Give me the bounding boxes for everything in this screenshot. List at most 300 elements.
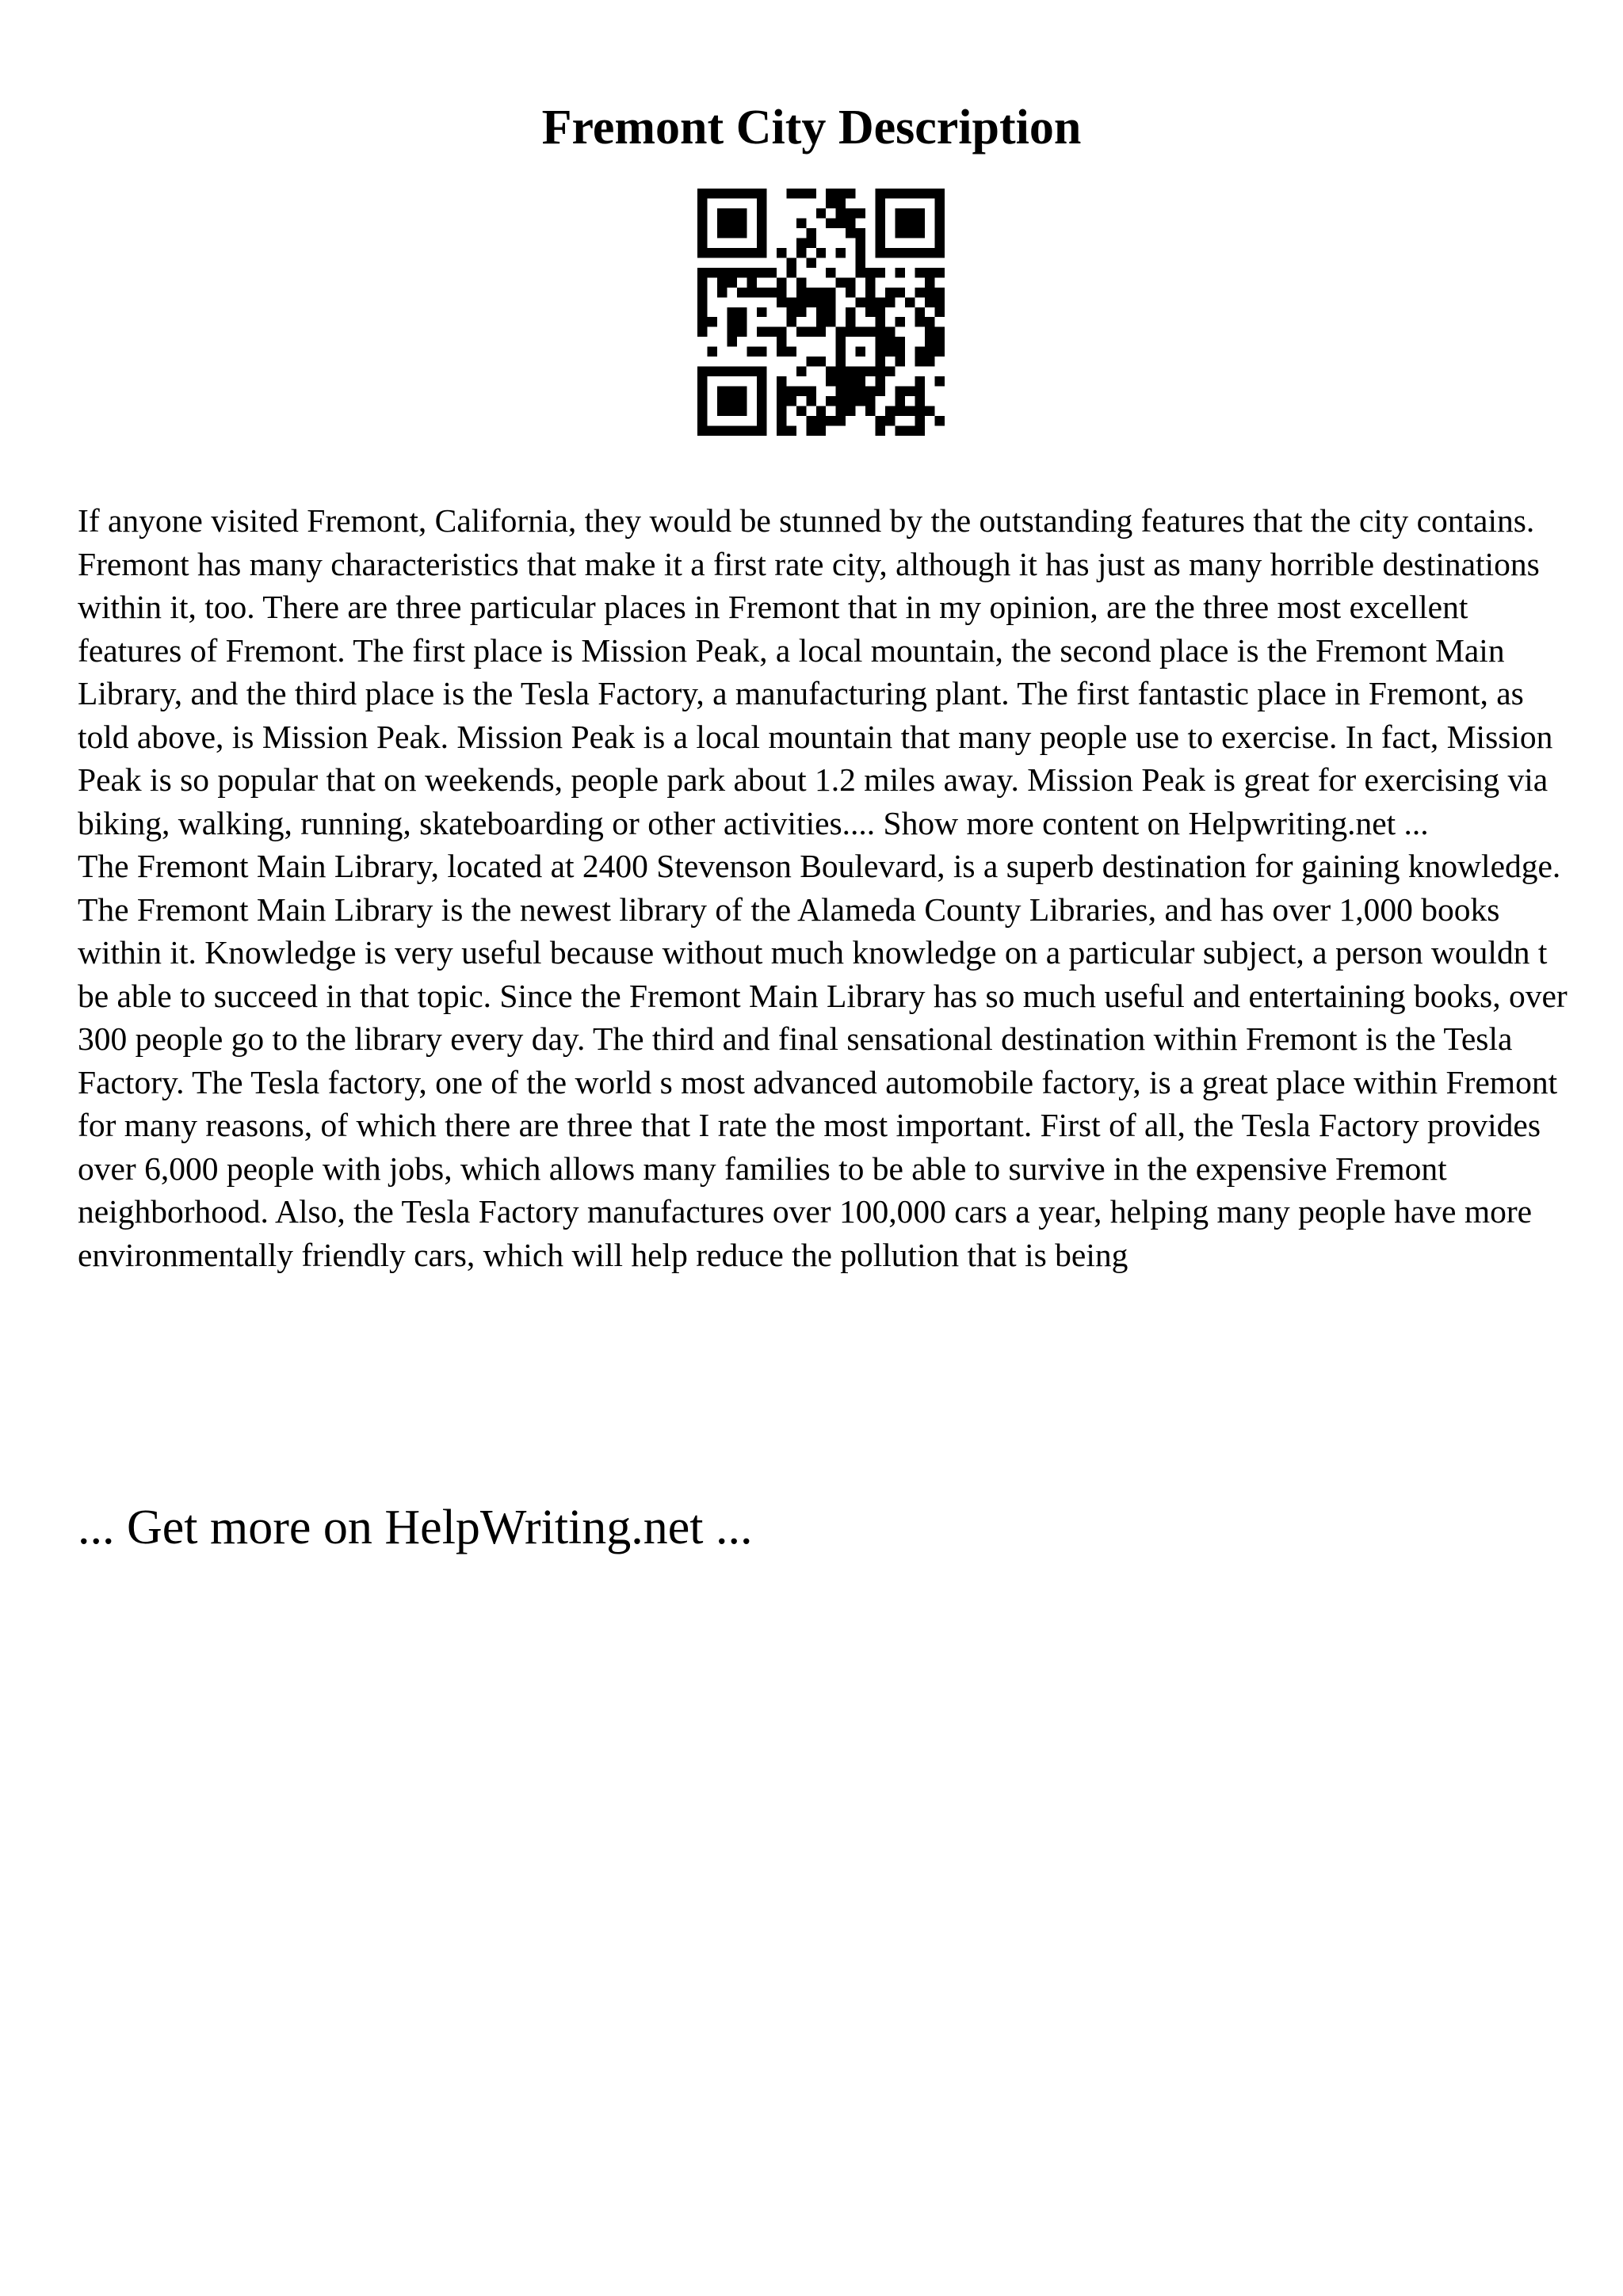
qr-module	[796, 297, 806, 307]
qr-module	[816, 426, 826, 436]
qr-module	[915, 347, 925, 357]
qr-module	[905, 406, 915, 416]
qr-module	[737, 327, 747, 337]
qr-module	[757, 189, 766, 198]
qr-module	[697, 416, 707, 425]
qr-module	[876, 218, 885, 227]
qr-module	[905, 248, 915, 257]
qr-module	[697, 238, 707, 247]
document-body	[78, 499, 1572, 1276]
qr-module	[935, 228, 945, 238]
qr-module	[836, 208, 846, 218]
qr-module	[786, 426, 796, 436]
qr-module	[697, 367, 707, 376]
qr-code-icon	[697, 189, 945, 436]
qr-module	[786, 347, 796, 357]
qr-module	[806, 396, 815, 406]
qr-module	[717, 268, 727, 277]
qr-module	[846, 367, 855, 376]
qr-module	[816, 248, 826, 257]
qr-module	[876, 327, 885, 337]
qr-module	[865, 327, 875, 337]
qr-module	[826, 396, 835, 406]
qr-module	[737, 248, 747, 257]
qr-module	[717, 288, 727, 297]
qr-module	[707, 347, 716, 357]
qr-module	[856, 347, 865, 357]
qr-module	[737, 228, 747, 238]
qr-module	[697, 288, 707, 297]
qr-module	[806, 257, 815, 267]
qr-module	[777, 248, 786, 257]
qr-module	[717, 248, 727, 257]
qr-module	[737, 307, 747, 317]
qr-module	[826, 218, 835, 227]
qr-module	[836, 327, 846, 337]
qr-module	[836, 198, 846, 208]
qr-module	[747, 277, 756, 287]
qr-module	[885, 416, 895, 425]
qr-module	[896, 189, 905, 198]
qr-module	[786, 317, 796, 326]
qr-module	[737, 288, 747, 297]
document-title: Fremont City Description	[541, 101, 1082, 154]
qr-module	[905, 426, 915, 436]
qr-module	[727, 277, 736, 287]
qr-module	[865, 406, 875, 416]
qr-module	[935, 189, 945, 198]
qr-module	[905, 297, 915, 307]
qr-module	[876, 416, 885, 425]
qr-module	[697, 376, 707, 386]
qr-module	[766, 288, 776, 297]
qr-module	[935, 208, 945, 218]
qr-module	[876, 189, 885, 198]
qr-module	[727, 228, 736, 238]
qr-module	[846, 387, 855, 396]
qr-module	[935, 288, 945, 297]
qr-module	[796, 406, 806, 416]
qr-module	[876, 228, 885, 238]
qr-module	[876, 337, 885, 346]
qr-module	[786, 257, 796, 267]
qr-module	[757, 307, 766, 317]
qr-module	[836, 357, 846, 366]
qr-module	[727, 426, 736, 436]
qr-module	[747, 248, 756, 257]
qr-module	[757, 376, 766, 386]
qr-module	[707, 248, 716, 257]
qr-module	[925, 297, 934, 307]
qr-module	[757, 367, 766, 376]
qr-module	[876, 297, 885, 307]
qr-module	[757, 347, 766, 357]
qr-module	[896, 218, 905, 227]
qr-module	[757, 426, 766, 436]
qr-module	[925, 337, 934, 346]
qr-module	[816, 416, 826, 425]
qr-module	[865, 268, 875, 277]
qr-module	[796, 248, 806, 257]
qr-module	[885, 248, 895, 257]
qr-module	[697, 208, 707, 218]
qr-module	[896, 288, 905, 297]
qr-module	[935, 268, 945, 277]
qr-module	[925, 327, 934, 337]
qr-module	[697, 387, 707, 396]
qr-module	[885, 297, 895, 307]
qr-module	[876, 208, 885, 218]
qr-module	[737, 387, 747, 396]
qr-module	[707, 317, 716, 326]
qr-module	[737, 268, 747, 277]
qr-module	[846, 189, 855, 198]
qr-module	[836, 347, 846, 357]
qr-module	[816, 297, 826, 307]
qr-module	[905, 208, 915, 218]
qr-module	[806, 228, 815, 238]
qr-module	[737, 406, 747, 416]
qr-module	[757, 387, 766, 396]
qr-module	[717, 426, 727, 436]
qr-module	[896, 268, 905, 277]
qr-module	[876, 367, 885, 376]
qr-module	[796, 327, 806, 337]
qr-module	[905, 189, 915, 198]
qr-module	[896, 406, 905, 416]
qr-module	[915, 307, 925, 317]
qr-module	[757, 416, 766, 425]
qr-module	[747, 268, 756, 277]
qr-module	[846, 228, 855, 238]
qr-module	[806, 416, 815, 425]
qr-module	[915, 387, 925, 396]
qr-module	[935, 248, 945, 257]
qr-module	[826, 297, 835, 307]
qr-module	[747, 288, 756, 297]
qr-module	[796, 277, 806, 287]
qr-module	[896, 317, 905, 326]
qr-module	[697, 297, 707, 307]
qr-module	[777, 347, 786, 357]
qr-module	[697, 277, 707, 287]
qr-module	[915, 268, 925, 277]
qr-module	[727, 218, 736, 227]
qr-module	[796, 367, 806, 376]
qr-module	[915, 317, 925, 326]
qr-module	[836, 189, 846, 198]
qr-module	[925, 288, 934, 297]
qr-module	[826, 376, 835, 386]
qr-module	[717, 277, 727, 287]
qr-module	[697, 406, 707, 416]
qr-module	[697, 327, 707, 337]
qr-module	[747, 367, 756, 376]
qr-module	[737, 367, 747, 376]
qr-module	[737, 189, 747, 198]
qr-module	[786, 189, 796, 198]
qr-module	[757, 208, 766, 218]
qr-module	[727, 337, 736, 346]
qr-module	[717, 367, 727, 376]
qr-module	[896, 387, 905, 396]
qr-module	[806, 238, 815, 247]
qr-module	[915, 376, 925, 386]
qr-module	[806, 189, 815, 198]
qr-module	[905, 387, 915, 396]
paragraph-2: The Fremont Main Library, located at 2400 Stevenson Boulevard, is a superb destination for gaining knowledge. The Fremont Main Library is the newest library of the Alameda County Libraries, and has over 1,000 books within it. Knowledge is very useful because without much knowledge on a particular subject, a person wouldn t be able to succeed in that topic. Since the Fremont Main Library has so much useful and entertaining books, over 300 people go to the library every day. The third and final sensational destination within Fremont is the Tesla Factory. The Tesla factory, one of the world s most advanced automobile factory, is a great place within Fremont for many reasons, of which there are three that I rate the most important. First of all, the Tesla Factory provides over 6,000 people with jobs, which allows many families to be able to survive in the expensive Fremont neighborhood. Also, the Tesla Factory manufactures over 100,000 cars a year, helping many people have more environmentally friendly cars, which will help reduce the pollution that is being	[78, 848, 1568, 1273]
qr-module	[777, 406, 786, 416]
qr-module	[925, 357, 934, 366]
qr-module	[796, 288, 806, 297]
qr-module	[865, 367, 875, 376]
qr-module	[836, 277, 846, 287]
qr-module	[925, 347, 934, 357]
qr-module	[826, 288, 835, 297]
qr-module	[727, 367, 736, 376]
qr-module	[777, 426, 786, 436]
qr-module	[707, 268, 716, 277]
qr-module	[896, 228, 905, 238]
qr-module	[915, 426, 925, 436]
paragraph-1: If anyone visited Fremont, California, they would be stunned by the outstanding features that the city contains. Fremont has many characteristics that make it a first rate city, although it has just as many horrible destinations within it, too. There are three particular places in Fremont that in my opinion, are the three most excellent features of Fremont. The first place is Mission Peak, a local mountain, the second place is the Fremont Main Library, and the third place is the Tesla Factory, a manufacturing plant. The first fantastic place in Fremont, as told above, is Mission Peak. Mission Peak is a local mountain that many people use to exercise. In fact, Mission Peak is so popular that on weekends, people park about 1.2 miles away. Mission Peak is great for exercising via biking, walking, running, skateboarding or other activities.... Show more content on Helpwriting.net ...	[78, 502, 1553, 841]
qr-module	[806, 387, 815, 396]
qr-module	[826, 268, 835, 277]
qr-module	[905, 228, 915, 238]
qr-module	[876, 357, 885, 366]
qr-module	[737, 426, 747, 436]
qr-module	[737, 218, 747, 227]
qr-module	[865, 387, 875, 396]
qr-module	[836, 248, 846, 257]
qr-module	[896, 347, 905, 357]
qr-module	[856, 248, 865, 257]
qr-module	[915, 228, 925, 238]
qr-module	[707, 189, 716, 198]
qr-module	[757, 406, 766, 416]
qr-module	[757, 218, 766, 227]
qr-module	[915, 208, 925, 218]
qr-module	[766, 268, 776, 277]
qr-module	[846, 307, 855, 317]
qr-module	[846, 376, 855, 386]
qr-module	[816, 327, 826, 337]
qr-module	[727, 208, 736, 218]
qr-module	[717, 208, 727, 218]
qr-module	[816, 307, 826, 317]
qr-module	[727, 248, 736, 257]
qr-module	[865, 396, 875, 406]
qr-module	[876, 238, 885, 247]
qr-module	[915, 248, 925, 257]
qr-module	[876, 268, 885, 277]
qr-module	[786, 307, 796, 317]
qr-module	[826, 367, 835, 376]
qr-module	[915, 416, 925, 425]
qr-module	[697, 218, 707, 227]
qr-module	[836, 406, 846, 416]
qr-module	[826, 198, 835, 208]
qr-module	[777, 297, 786, 307]
qr-module	[717, 396, 727, 406]
qr-module	[935, 218, 945, 227]
qr-module	[865, 297, 875, 307]
qr-module	[707, 426, 716, 436]
qr-module	[846, 396, 855, 406]
get-more-link[interactable]: ... Get more on HelpWriting.net ...	[78, 1501, 753, 1554]
qr-module	[697, 248, 707, 257]
qr-module	[836, 416, 846, 425]
qr-module	[757, 228, 766, 238]
qr-module	[717, 228, 727, 238]
qr-module	[727, 406, 736, 416]
qr-module	[777, 288, 786, 297]
qr-module	[786, 268, 796, 277]
qr-module	[697, 307, 707, 317]
qr-module	[846, 317, 855, 326]
qr-module	[846, 208, 855, 218]
qr-module	[885, 327, 895, 337]
qr-module	[856, 327, 865, 337]
qr-module	[777, 396, 786, 406]
qr-module	[896, 208, 905, 218]
qr-module	[885, 406, 895, 416]
qr-module	[816, 406, 826, 416]
qr-module	[796, 307, 806, 317]
qr-module	[826, 189, 835, 198]
qr-module	[935, 327, 945, 337]
qr-module	[925, 268, 934, 277]
qr-module	[836, 396, 846, 406]
qr-module	[777, 277, 786, 287]
qr-module	[697, 426, 707, 436]
qr-module	[876, 387, 885, 396]
qr-module	[727, 307, 736, 317]
qr-module	[896, 396, 905, 406]
qr-module	[757, 238, 766, 247]
qr-module	[747, 426, 756, 436]
qr-module	[717, 189, 727, 198]
qr-module	[876, 317, 885, 326]
qr-module	[896, 248, 905, 257]
qr-module	[697, 198, 707, 208]
qr-module	[757, 268, 766, 277]
qr-module	[777, 337, 786, 346]
qr-module	[757, 248, 766, 257]
qr-module	[935, 198, 945, 208]
qr-module	[856, 396, 865, 406]
qr-module	[885, 367, 895, 376]
qr-module	[865, 307, 875, 317]
qr-module	[935, 297, 945, 307]
qr-module	[935, 307, 945, 317]
qr-module	[865, 277, 875, 287]
qr-module	[856, 208, 865, 218]
qr-module	[697, 317, 707, 326]
qr-module	[856, 387, 865, 396]
qr-module	[816, 317, 826, 326]
qr-module	[935, 376, 945, 386]
qr-module	[876, 198, 885, 208]
qr-module	[846, 406, 855, 416]
qr-module	[856, 297, 865, 307]
qr-module	[876, 248, 885, 257]
qr-module	[856, 268, 865, 277]
qr-module	[777, 376, 786, 386]
qr-module	[915, 288, 925, 297]
qr-module	[836, 367, 846, 376]
qr-module	[697, 228, 707, 238]
qr-module	[896, 426, 905, 436]
qr-module	[757, 288, 766, 297]
qr-module	[717, 218, 727, 227]
qr-module	[856, 367, 865, 376]
qr-module	[816, 357, 826, 366]
qr-module	[836, 218, 846, 227]
qr-module	[935, 347, 945, 357]
qr-module	[697, 189, 707, 198]
qr-module	[777, 387, 786, 396]
qr-module	[865, 288, 875, 297]
qr-module	[727, 387, 736, 396]
qr-module	[915, 396, 925, 406]
qr-module	[935, 416, 945, 425]
qr-module	[876, 347, 885, 357]
qr-module	[846, 218, 855, 227]
qr-module	[757, 327, 766, 337]
qr-module	[856, 238, 865, 247]
qr-module	[925, 317, 934, 326]
qr-module	[935, 238, 945, 247]
qr-module	[786, 297, 796, 307]
qr-module	[796, 238, 806, 247]
qr-module	[836, 376, 846, 386]
qr-module	[925, 248, 934, 257]
qr-module	[727, 268, 736, 277]
qr-module	[856, 228, 865, 238]
qr-module	[915, 357, 925, 366]
qr-module	[786, 387, 796, 396]
qr-module	[915, 189, 925, 198]
qr-module	[915, 218, 925, 227]
qr-module	[796, 218, 806, 227]
qr-module	[697, 396, 707, 406]
qr-module	[856, 376, 865, 386]
qr-module	[826, 317, 835, 326]
qr-module	[717, 387, 727, 396]
qr-module	[836, 337, 846, 346]
qr-module	[806, 357, 815, 366]
qr-module	[925, 406, 934, 416]
qr-module	[826, 307, 835, 317]
qr-module	[876, 376, 885, 386]
qr-module	[806, 327, 815, 337]
qr-module	[935, 337, 945, 346]
qr-module	[885, 288, 895, 297]
qr-module	[757, 396, 766, 406]
qr-module	[885, 337, 895, 346]
qr-module	[727, 317, 736, 326]
qr-module	[796, 189, 806, 198]
qr-module	[885, 347, 895, 357]
qr-module	[737, 208, 747, 218]
qr-module	[846, 327, 855, 337]
qr-module	[925, 277, 934, 287]
qr-module	[747, 347, 756, 357]
qr-module	[737, 317, 747, 326]
qr-module	[766, 327, 776, 337]
qr-module	[876, 307, 885, 317]
